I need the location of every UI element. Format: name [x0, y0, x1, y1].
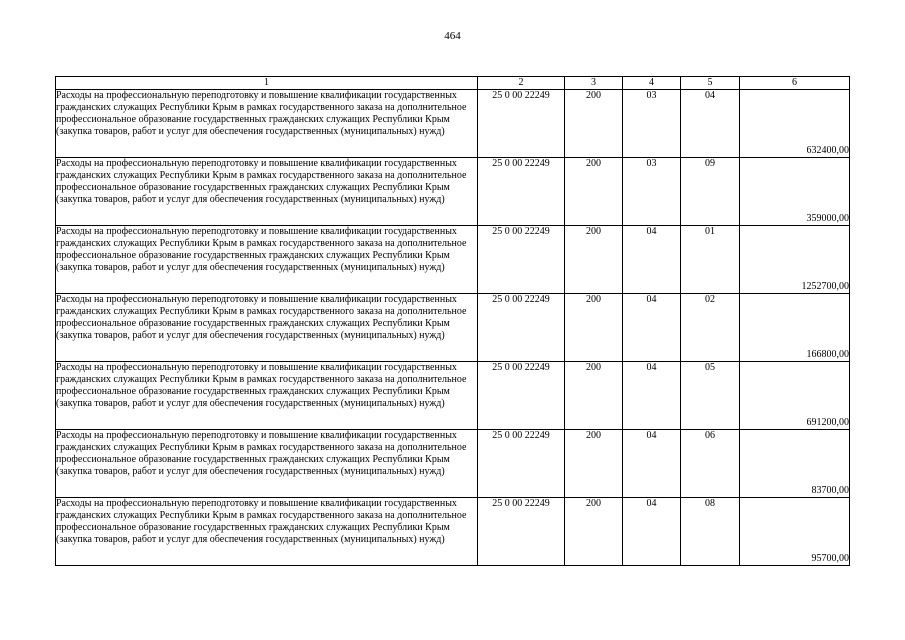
row-subsection: 02 [681, 294, 740, 362]
row-subsection: 01 [681, 226, 740, 294]
table-row [56, 294, 850, 362]
table-header-row [56, 77, 850, 90]
row-target-code: 25 0 00 22249 [478, 158, 565, 226]
table-row [56, 362, 850, 430]
row-subsection: 08 [681, 498, 740, 566]
row-target-code: 25 0 00 22249 [478, 90, 565, 158]
row-expense-type: 200 [565, 498, 623, 566]
row-section: 04 [623, 362, 681, 430]
column-header-5: 5 [681, 77, 740, 90]
column-header-6: 6 [740, 77, 850, 90]
row-description: Расходы на профессиональную переподготовку и повышение квалификации государственных гражданских служащих Республики Крым в рамках государственного заказа на дополнительное профессиональное образование государственных гражданских служащих Республики Крым (закупка товаров, работ и услуг для обеспечения государственных (муниципальных) нужд) [56, 158, 478, 226]
row-description: Расходы на профессиональную переподготовку и повышение квалификации государственных гражданских служащих Республики Крым в рамках государственного заказа на дополнительное профессиональное образование государственных гражданских служащих Республики Крым (закупка товаров, работ и услуг для обеспечения государственных (муниципальных) нужд) [56, 498, 478, 566]
column-header-3: 3 [565, 77, 623, 90]
row-section: 04 [623, 430, 681, 498]
row-target-code: 25 0 00 22249 [478, 498, 565, 566]
budget-table [55, 76, 850, 566]
row-section: 04 [623, 226, 681, 294]
row-target-code: 25 0 00 22249 [478, 294, 565, 362]
row-section: 04 [623, 498, 681, 566]
row-description: Расходы на профессиональную переподготовку и повышение квалификации государственных гражданских служащих Республики Крым в рамках государственного заказа на дополнительное профессиональное образование государственных гражданских служащих Республики Крым (закупка товаров, работ и услуг для обеспечения государственных (муниципальных) нужд) [56, 90, 478, 158]
table-row [56, 498, 850, 566]
table-row [56, 226, 850, 294]
table-row [56, 158, 850, 226]
row-expense-type: 200 [565, 362, 623, 430]
row-amount: 632400,00 [740, 90, 850, 158]
column-header-4: 4 [623, 77, 681, 90]
row-section: 03 [623, 158, 681, 226]
row-subsection: 06 [681, 430, 740, 498]
row-subsection: 04 [681, 90, 740, 158]
row-amount: 83700,00 [740, 430, 850, 498]
row-section: 04 [623, 294, 681, 362]
row-description: Расходы на профессиональную переподготовку и повышение квалификации государственных гражданских служащих Республики Крым в рамках государственного заказа на дополнительное профессиональное образование государственных гражданских служащих Республики Крым (закупка товаров, работ и услуг для обеспечения государственных (муниципальных) нужд) [56, 226, 478, 294]
row-expense-type: 200 [565, 90, 623, 158]
row-amount: 166800,00 [740, 294, 850, 362]
row-section: 03 [623, 90, 681, 158]
row-description: Расходы на профессиональную переподготовку и повышение квалификации государственных гражданских служащих Республики Крым в рамках государственного заказа на дополнительное профессиональное образование государственных гражданских служащих Республики Крым (закупка товаров, работ и услуг для обеспечения государственных (муниципальных) нужд) [56, 430, 478, 498]
page-number: 464 [444, 30, 461, 42]
row-expense-type: 200 [565, 430, 623, 498]
row-expense-type: 200 [565, 226, 623, 294]
row-description: Расходы на профессиональную переподготовку и повышение квалификации государственных гражданских служащих Республики Крым в рамках государственного заказа на дополнительное профессиональное образование государственных гражданских служащих Республики Крым (закупка товаров, работ и услуг для обеспечения государственных (муниципальных) нужд) [56, 294, 478, 362]
row-description: Расходы на профессиональную переподготовку и повышение квалификации государственных гражданских служащих Республики Крым в рамках государственного заказа на дополнительное профессиональное образование государственных гражданских служащих Республики Крым (закупка товаров, работ и услуг для обеспечения государственных (муниципальных) нужд) [56, 362, 478, 430]
table-row [56, 430, 850, 498]
row-expense-type: 200 [565, 294, 623, 362]
row-subsection: 09 [681, 158, 740, 226]
row-target-code: 25 0 00 22249 [478, 226, 565, 294]
row-target-code: 25 0 00 22249 [478, 362, 565, 430]
row-target-code: 25 0 00 22249 [478, 430, 565, 498]
row-amount: 1252700,00 [740, 226, 850, 294]
row-amount: 359000,00 [740, 158, 850, 226]
row-subsection: 05 [681, 362, 740, 430]
row-expense-type: 200 [565, 158, 623, 226]
column-header-1: 1 [56, 77, 478, 90]
row-amount: 95700,00 [740, 498, 850, 566]
column-header-2: 2 [478, 77, 565, 90]
table-row [56, 90, 850, 158]
row-amount: 691200,00 [740, 362, 850, 430]
